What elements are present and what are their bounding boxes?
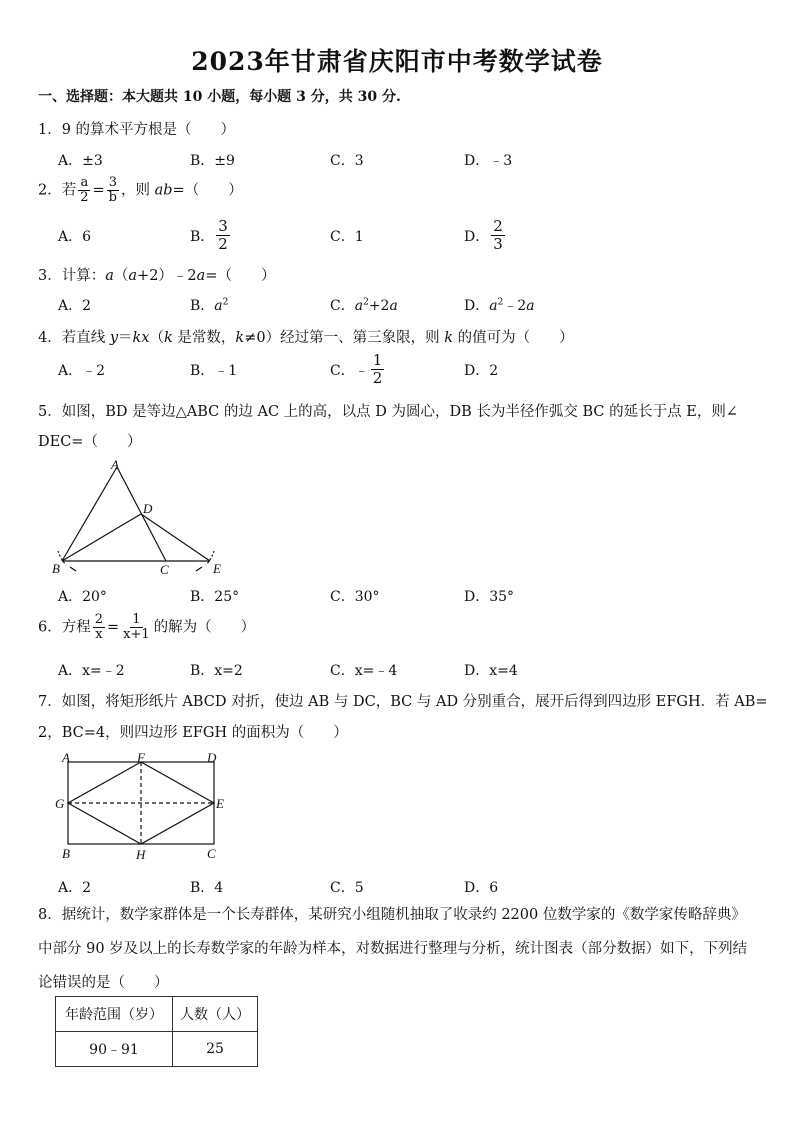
table-row bbox=[56, 1032, 258, 1067]
label-e: E bbox=[216, 796, 224, 811]
q5-option-b: B．25° bbox=[190, 589, 240, 605]
triangle-figure bbox=[50, 455, 240, 580]
label-a: A bbox=[62, 750, 70, 765]
question-6-stem: 6．方程 $\frac{2}{x}$ = $\frac{1}{x+1}$ 的解为（ ） bbox=[38, 612, 256, 642]
label-b: B bbox=[52, 561, 60, 576]
rectangle-figure bbox=[52, 750, 232, 865]
q4-option-a: A．﹣2 bbox=[58, 363, 106, 379]
q6-option-d: D．x=4 bbox=[464, 663, 518, 679]
q6-option-c: C．x=﹣4 bbox=[330, 663, 398, 679]
question-5-line-1: 5．如图，BD 是等边△ABC 的边 AC 上的高，以点 D 为圆心，DB 长为半径作弧交 BC 的延长于点 E，则∠ bbox=[38, 404, 738, 420]
q2-option-c: C．1 bbox=[330, 229, 364, 245]
fraction-1-over-x-plus-1: $\frac{1}{x+1}$ bbox=[123, 612, 150, 642]
q2-option-a: A．6 bbox=[58, 229, 92, 245]
q3-option-c: C．$a^2+2a$ bbox=[330, 297, 398, 314]
label-d: D bbox=[207, 750, 217, 765]
label-a: A bbox=[111, 457, 119, 472]
fraction-a-over-2: $\frac{a}{2}$ bbox=[80, 175, 89, 205]
table-header-row bbox=[56, 997, 258, 1032]
q2-option-d: D． $\frac{2}{3}$ bbox=[464, 217, 503, 253]
q4-option-b: B．﹣1 bbox=[190, 363, 238, 379]
label-c: C bbox=[160, 562, 169, 577]
q2-option-b: B． $\frac{3}{2}$ bbox=[190, 217, 228, 253]
q6-option-a: A．x=﹣2 bbox=[58, 663, 125, 679]
q4-option-c: C．﹣ $\frac{1}{2}$ bbox=[330, 351, 383, 387]
label-f: F bbox=[137, 750, 145, 765]
edge-de bbox=[141, 514, 210, 561]
q4-option-d: D．2 bbox=[464, 363, 499, 379]
q1-option-b: B．±9 bbox=[190, 153, 235, 169]
label-e: E bbox=[213, 561, 221, 576]
question-3-stem: 3．计算：a（a+2）﹣2a=（ ） bbox=[38, 268, 276, 284]
table-header-cell: 人数（人） bbox=[173, 997, 258, 1032]
edge-bd bbox=[62, 514, 141, 561]
q5-option-a: A．20° bbox=[58, 589, 107, 605]
section-heading: 一、选择题：本大题共 10 小题，每小题 3 分，共 30 分. bbox=[38, 89, 401, 105]
q3-option-b: B．$a^2$ bbox=[190, 297, 229, 314]
fraction-3-over-b: $\frac{3}{b}$ bbox=[108, 175, 117, 205]
question-7-line-2: 2，BC=4，则四边形 EFGH 的面积为（ ） bbox=[38, 725, 348, 741]
q1-option-d: D．﹣3 bbox=[464, 153, 513, 169]
question-4-stem: 4．若直线 y＝kx（k 是常数，k≠0）经过第一、第三象限，则 k 的值可为（ ） bbox=[38, 330, 574, 346]
table-header-cell: 年龄范围（岁） bbox=[56, 997, 173, 1032]
question-8-stem: 8．据统计，数学家群体是一个长寿群体，某研究小组随机抽取了收录约 2200 位数学家的《数学家传略辞典》中部分 90 岁及以上的长寿数学家的年龄为样本，对数据进行整理与分析，统计图表（部分数据）如下，下列结论错误的是（ ） bbox=[38, 907, 748, 991]
q6-option-b: B．x=2 bbox=[190, 663, 243, 679]
q5-option-d: D．35° bbox=[464, 589, 515, 605]
arc-tick-e bbox=[196, 567, 202, 571]
label-c: C bbox=[207, 846, 216, 861]
table-cell: 25 bbox=[173, 1032, 258, 1067]
question-1-stem: 1．9 的算术平方根是（ ） bbox=[38, 122, 236, 138]
q7-option-a: A．2 bbox=[58, 880, 92, 896]
fraction-2-over-x: $\frac{2}{x}$ bbox=[94, 612, 104, 642]
age-statistics-table bbox=[55, 996, 258, 1067]
q7-option-d: D．6 bbox=[464, 880, 499, 896]
arc-tick-b bbox=[70, 567, 76, 571]
question-7-line-1: 7．如图，将矩形纸片 ABCD 对折，使边 AB 与 DC，BC 与 AD 分别重合，展开后得到四边形 EFGH．若 AB= bbox=[38, 694, 768, 710]
q1-option-a: A．±3 bbox=[58, 153, 103, 169]
q7-option-c: C．5 bbox=[330, 880, 364, 896]
question-5-line-2: DEC=（ ） bbox=[38, 434, 142, 450]
edge-ab bbox=[62, 467, 117, 561]
q5-option-c: C．30° bbox=[330, 589, 380, 605]
label-g: G bbox=[55, 796, 65, 811]
label-d: D bbox=[143, 501, 153, 516]
label-b: B bbox=[62, 846, 70, 861]
table-cell: 90﹣91 bbox=[56, 1032, 173, 1067]
label-h: H bbox=[136, 847, 146, 862]
q3-option-a: A．2 bbox=[58, 298, 92, 314]
question-2-stem: 2．若 $\frac{a}{2}$ = $\frac{3}{b}$ ，则 ab=（ ） bbox=[38, 175, 243, 205]
q3-option-d: D．$a^2﹣2a$ bbox=[464, 297, 535, 314]
q1-option-c: C．3 bbox=[330, 153, 364, 169]
exam-title: 2023年甘肃省庆阳市中考数学试卷 bbox=[191, 47, 603, 76]
q7-option-b: B．4 bbox=[190, 880, 224, 896]
